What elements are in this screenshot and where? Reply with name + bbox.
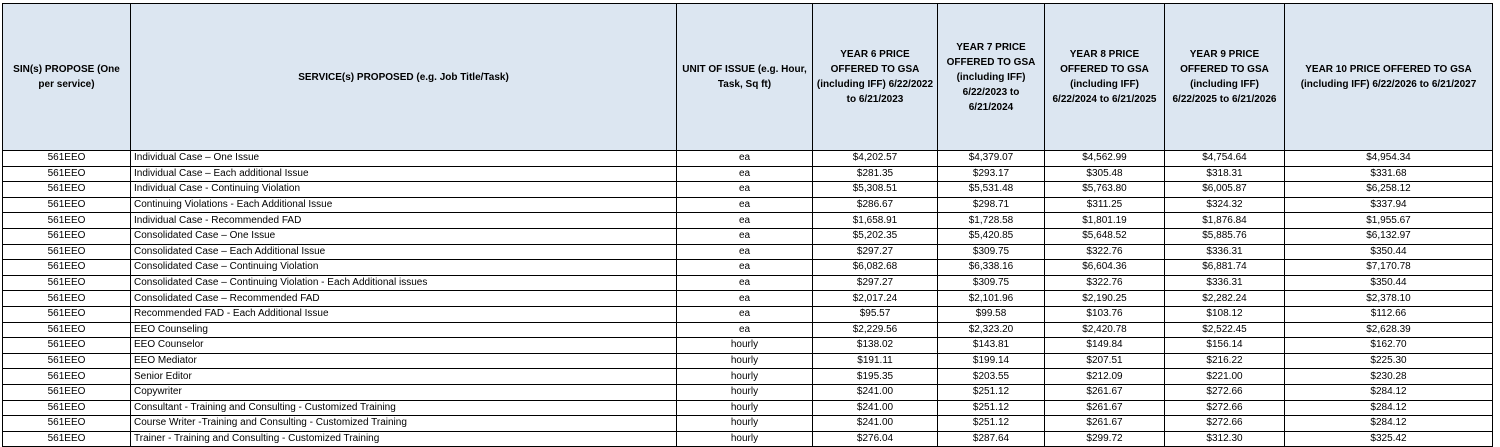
table-row <box>3 369 1493 385</box>
unit-cell: hourly <box>677 416 813 432</box>
year7-price-cell: $251.12 <box>938 416 1045 432</box>
year9-price-cell: $324.32 <box>1165 197 1285 213</box>
year10-price-cell: $284.12 <box>1285 416 1493 432</box>
service-cell: Individual Case - Continuing Violation <box>131 182 677 198</box>
service-cell: Consolidated Case – One Issue <box>131 228 677 244</box>
header-year10: YEAR 10 PRICE OFFERED TO GSA (including IFF) 6/22/2026 to 6/21/2027 <box>1285 4 1493 151</box>
unit-cell: ea <box>677 306 813 322</box>
year10-price-cell: $225.30 <box>1285 353 1493 369</box>
year10-price-cell: $350.44 <box>1285 244 1493 260</box>
table-row <box>3 151 1493 167</box>
table-row <box>3 197 1493 213</box>
sin-cell: 561EEO <box>3 306 131 322</box>
year8-price-cell: $207.51 <box>1045 353 1165 369</box>
sin-cell: 561EEO <box>3 260 131 276</box>
table-row <box>3 182 1493 198</box>
year7-price-cell: $2,101.96 <box>938 291 1045 307</box>
year8-price-cell: $2,190.25 <box>1045 291 1165 307</box>
price-table <box>2 3 1493 447</box>
year8-price-cell: $149.84 <box>1045 338 1165 354</box>
year8-price-cell: $299.72 <box>1045 431 1165 447</box>
service-cell: EEO Counselor <box>131 338 677 354</box>
service-cell: Continuing Violations - Each Additional Issue <box>131 197 677 213</box>
year6-price-cell: $286.67 <box>813 197 938 213</box>
year9-price-cell: $221.00 <box>1165 369 1285 385</box>
service-cell: EEO Mediator <box>131 353 677 369</box>
year9-price-cell: $272.66 <box>1165 384 1285 400</box>
service-cell: Individual Case – One Issue <box>131 151 677 167</box>
year6-price-cell: $241.00 <box>813 400 938 416</box>
header-year6: YEAR 6 PRICE OFFERED TO GSA (including IFF) 6/22/2022 to 6/21/2023 <box>813 4 938 151</box>
unit-cell: ea <box>677 244 813 260</box>
year10-price-cell: $6,258.12 <box>1285 182 1493 198</box>
year7-price-cell: $5,420.85 <box>938 228 1045 244</box>
year9-price-cell: $108.12 <box>1165 306 1285 322</box>
table-row <box>3 400 1493 416</box>
year9-price-cell: $6,881.74 <box>1165 260 1285 276</box>
table-row <box>3 166 1493 182</box>
sin-cell: 561EEO <box>3 431 131 447</box>
service-cell: Course Writer -Training and Consulting - Customized Training <box>131 416 677 432</box>
table-row <box>3 275 1493 291</box>
year8-price-cell: $261.67 <box>1045 416 1165 432</box>
header-year9: YEAR 9 PRICE OFFERED TO GSA (including IFF) 6/22/2025 to 6/21/2026 <box>1165 4 1285 151</box>
year6-price-cell: $5,308.51 <box>813 182 938 198</box>
sin-cell: 561EEO <box>3 416 131 432</box>
year9-price-cell: $336.31 <box>1165 244 1285 260</box>
year9-price-cell: $336.31 <box>1165 275 1285 291</box>
unit-cell: ea <box>677 182 813 198</box>
unit-cell: ea <box>677 151 813 167</box>
year8-price-cell: $5,648.52 <box>1045 228 1165 244</box>
table-row <box>3 431 1493 447</box>
year10-price-cell: $2,378.10 <box>1285 291 1493 307</box>
table-row <box>3 260 1493 276</box>
year10-price-cell: $7,170.78 <box>1285 260 1493 276</box>
table-row <box>3 306 1493 322</box>
year9-price-cell: $156.14 <box>1165 338 1285 354</box>
sin-cell: 561EEO <box>3 369 131 385</box>
year8-price-cell: $212.09 <box>1045 369 1165 385</box>
header-service: SERVICE(s) PROPOSED (e.g. Job Title/Task) <box>131 4 677 151</box>
year6-price-cell: $241.00 <box>813 416 938 432</box>
year7-price-cell: $309.75 <box>938 244 1045 260</box>
unit-cell: hourly <box>677 431 813 447</box>
year8-price-cell: $103.76 <box>1045 306 1165 322</box>
sin-cell: 561EEO <box>3 291 131 307</box>
year10-price-cell: $112.66 <box>1285 306 1493 322</box>
year6-price-cell: $6,082.68 <box>813 260 938 276</box>
year10-price-cell: $284.12 <box>1285 400 1493 416</box>
year7-price-cell: $293.17 <box>938 166 1045 182</box>
year6-price-cell: $297.27 <box>813 244 938 260</box>
year8-price-cell: $305.48 <box>1045 166 1165 182</box>
year6-price-cell: $5,202.35 <box>813 228 938 244</box>
year9-price-cell: $1,876.84 <box>1165 213 1285 229</box>
year6-price-cell: $297.27 <box>813 275 938 291</box>
year7-price-cell: $251.12 <box>938 384 1045 400</box>
year7-price-cell: $99.58 <box>938 306 1045 322</box>
unit-cell: hourly <box>677 400 813 416</box>
service-cell: Individual Case – Each additional Issue <box>131 166 677 182</box>
year8-price-cell: $261.67 <box>1045 384 1165 400</box>
year8-price-cell: $322.76 <box>1045 244 1165 260</box>
table-row <box>3 353 1493 369</box>
service-cell: Copywriter <box>131 384 677 400</box>
table-body <box>3 151 1493 447</box>
header-unit: UNIT OF ISSUE (e.g. Hour, Task, Sq ft) <box>677 4 813 151</box>
service-cell: Consultant - Training and Consulting - Customized Training <box>131 400 677 416</box>
year8-price-cell: $4,562.99 <box>1045 151 1165 167</box>
year7-price-cell: $203.55 <box>938 369 1045 385</box>
year6-price-cell: $191.11 <box>813 353 938 369</box>
unit-cell: ea <box>677 197 813 213</box>
year10-price-cell: $337.94 <box>1285 197 1493 213</box>
year7-price-cell: $199.14 <box>938 353 1045 369</box>
header-sin: SIN(s) PROPOSE (One per service) <box>3 4 131 151</box>
year7-price-cell: $5,531.48 <box>938 182 1045 198</box>
year10-price-cell: $284.12 <box>1285 384 1493 400</box>
year8-price-cell: $311.25 <box>1045 197 1165 213</box>
unit-cell: ea <box>677 260 813 276</box>
table-row <box>3 244 1493 260</box>
year7-price-cell: $251.12 <box>938 400 1045 416</box>
year9-price-cell: $6,005.87 <box>1165 182 1285 198</box>
service-cell: Trainer - Training and Consulting - Customized Training <box>131 431 677 447</box>
year6-price-cell: $195.35 <box>813 369 938 385</box>
sin-cell: 561EEO <box>3 322 131 338</box>
year10-price-cell: $331.68 <box>1285 166 1493 182</box>
table-row <box>3 291 1493 307</box>
year6-price-cell: $1,658.91 <box>813 213 938 229</box>
sin-cell: 561EEO <box>3 151 131 167</box>
year9-price-cell: $318.31 <box>1165 166 1285 182</box>
year9-price-cell: $216.22 <box>1165 353 1285 369</box>
sin-cell: 561EEO <box>3 213 131 229</box>
table-row <box>3 416 1493 432</box>
unit-cell: ea <box>677 228 813 244</box>
sin-cell: 561EEO <box>3 353 131 369</box>
unit-cell: ea <box>677 275 813 291</box>
unit-cell: hourly <box>677 369 813 385</box>
table-row <box>3 322 1493 338</box>
year8-price-cell: $322.76 <box>1045 275 1165 291</box>
unit-cell: hourly <box>677 384 813 400</box>
year7-price-cell: $143.81 <box>938 338 1045 354</box>
year10-price-cell: $6,132.97 <box>1285 228 1493 244</box>
unit-cell: hourly <box>677 338 813 354</box>
year7-price-cell: $298.71 <box>938 197 1045 213</box>
year9-price-cell: $2,282.24 <box>1165 291 1285 307</box>
year8-price-cell: $5,763.80 <box>1045 182 1165 198</box>
year9-price-cell: $272.66 <box>1165 416 1285 432</box>
year6-price-cell: $95.57 <box>813 306 938 322</box>
sin-cell: 561EEO <box>3 384 131 400</box>
year7-price-cell: $2,323.20 <box>938 322 1045 338</box>
unit-cell: ea <box>677 213 813 229</box>
year10-price-cell: $1,955.67 <box>1285 213 1493 229</box>
sin-cell: 561EEO <box>3 275 131 291</box>
table-row <box>3 213 1493 229</box>
year7-price-cell: $309.75 <box>938 275 1045 291</box>
year8-price-cell: $6,604.36 <box>1045 260 1165 276</box>
year10-price-cell: $162.70 <box>1285 338 1493 354</box>
year7-price-cell: $1,728.58 <box>938 213 1045 229</box>
unit-cell: ea <box>677 291 813 307</box>
sin-cell: 561EEO <box>3 166 131 182</box>
service-cell: Consolidated Case – Continuing Violation - Each Additional issues <box>131 275 677 291</box>
service-cell: Consolidated Case – Continuing Violation <box>131 260 677 276</box>
year6-price-cell: $138.02 <box>813 338 938 354</box>
table-row <box>3 384 1493 400</box>
unit-cell: ea <box>677 322 813 338</box>
sin-cell: 561EEO <box>3 197 131 213</box>
year9-price-cell: $312.30 <box>1165 431 1285 447</box>
table-row <box>3 338 1493 354</box>
header-row <box>3 4 1493 151</box>
year10-price-cell: $230.28 <box>1285 369 1493 385</box>
service-cell: Senior Editor <box>131 369 677 385</box>
year10-price-cell: $325.42 <box>1285 431 1493 447</box>
year9-price-cell: $4,754.64 <box>1165 151 1285 167</box>
service-cell: Consolidated Case – Each Additional Issue <box>131 244 677 260</box>
header-year8: YEAR 8 PRICE OFFERED TO GSA (including IFF) 6/22/2024 to 6/21/2025 <box>1045 4 1165 151</box>
service-cell: Individual Case - Recommended FAD <box>131 213 677 229</box>
sin-cell: 561EEO <box>3 182 131 198</box>
year9-price-cell: $5,885.76 <box>1165 228 1285 244</box>
year7-price-cell: $6,338.16 <box>938 260 1045 276</box>
table-row <box>3 228 1493 244</box>
sin-cell: 561EEO <box>3 400 131 416</box>
year9-price-cell: $272.66 <box>1165 400 1285 416</box>
year6-price-cell: $276.04 <box>813 431 938 447</box>
year8-price-cell: $2,420.78 <box>1045 322 1165 338</box>
service-cell: EEO Counseling <box>131 322 677 338</box>
unit-cell: ea <box>677 166 813 182</box>
year10-price-cell: $2,628.39 <box>1285 322 1493 338</box>
year8-price-cell: $1,801.19 <box>1045 213 1165 229</box>
year10-price-cell: $4,954.34 <box>1285 151 1493 167</box>
service-cell: Consolidated Case – Recommended FAD <box>131 291 677 307</box>
year6-price-cell: $281.35 <box>813 166 938 182</box>
year7-price-cell: $287.64 <box>938 431 1045 447</box>
sin-cell: 561EEO <box>3 228 131 244</box>
sin-cell: 561EEO <box>3 244 131 260</box>
year10-price-cell: $350.44 <box>1285 275 1493 291</box>
unit-cell: hourly <box>677 353 813 369</box>
header-year7: YEAR 7 PRICE OFFERED TO GSA (including IFF) 6/22/2023 to 6/21/2024 <box>938 4 1045 151</box>
year6-price-cell: $4,202.57 <box>813 151 938 167</box>
year9-price-cell: $2,522.45 <box>1165 322 1285 338</box>
service-cell: Recommended FAD - Each Additional Issue <box>131 306 677 322</box>
year6-price-cell: $2,229.56 <box>813 322 938 338</box>
year6-price-cell: $2,017.24 <box>813 291 938 307</box>
year6-price-cell: $241.00 <box>813 384 938 400</box>
year8-price-cell: $261.67 <box>1045 400 1165 416</box>
sin-cell: 561EEO <box>3 338 131 354</box>
year7-price-cell: $4,379.07 <box>938 151 1045 167</box>
